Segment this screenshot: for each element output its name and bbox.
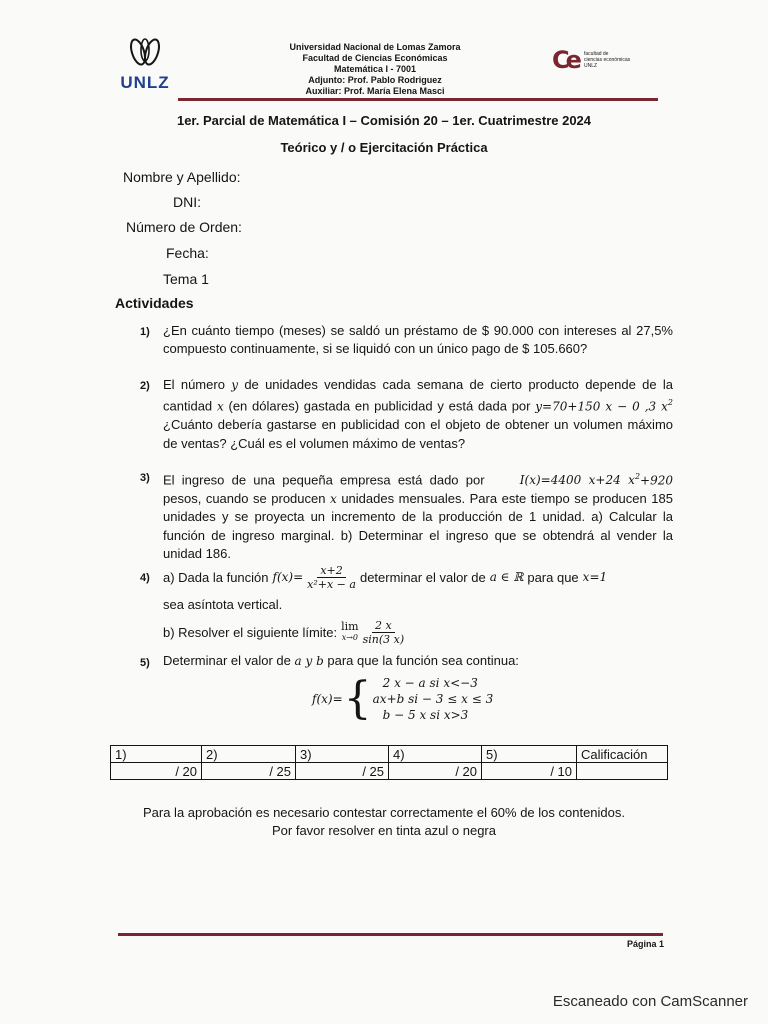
grade-header-4: 4): [389, 746, 482, 763]
page-number: Página 1: [626, 939, 664, 949]
activity-5-piece-1: 2 x − a si x<−3: [382, 676, 478, 690]
field-date-label: Fecha:: [166, 245, 209, 261]
activity-4-limit: [341, 621, 358, 643]
header-university: Universidad Nacional de Lomas Zamora: [289, 42, 461, 52]
activities-heading: Actividades: [115, 295, 194, 311]
activity-5-piece-2: ax+b si − 3 ≤ x ≤ 3: [372, 692, 494, 706]
grades-header-row: [111, 746, 668, 763]
field-order-label: Número de Orden:: [126, 219, 242, 235]
footer-note-1: Para la aprobación es necesario contestar correctamente el 60% de los contenidos.: [142, 805, 625, 820]
activity-4-limit-numerator: 2 x: [372, 619, 395, 633]
activity-4-lim: lim: [341, 620, 359, 633]
activity-1-text: ¿En cuánto tiempo (meses) se saldó un préstamo de $ 90.000 con intereses al 27,5% compuesto continuamente, si se liquidó con un único pago de $ 105.660?: [163, 323, 673, 357]
activity-4-t1: a) Dada la función: [163, 569, 269, 585]
activity-4-condition: a ∈ ℝ: [489, 570, 524, 584]
activity-4-limit-fraction: [363, 619, 405, 646]
grade-header-5: 5): [482, 746, 577, 763]
grade-score-final[interactable]: [577, 763, 668, 780]
field-theme-label: Tema 1: [163, 271, 209, 287]
header-adjunct: Adjunto: Prof. Pablo Rodriguez: [308, 75, 442, 85]
activity-2-var-y: y: [231, 378, 239, 392]
fce-logo-line2: ciencias económicas: [584, 57, 631, 63]
activity-5-vars: a y b: [294, 654, 324, 668]
activity-2-t4: ¿Cuánto debería gastarse en publicidad con el objeto de obtener un volumen máximo de ventas? ¿Cuál es el volumen máximo de ventas?: [163, 417, 673, 451]
activity-2-number: 2): [140, 380, 150, 392]
fce-logo-mark: Ce: [552, 46, 578, 74]
activity-4-t2: determinar el valor de: [359, 569, 486, 585]
header-faculty: Facultad de Ciencias Económicas: [302, 53, 448, 63]
activity-4-t4: sea asíntota vertical.: [163, 597, 283, 612]
activity-4-number: 4): [140, 572, 150, 584]
activity-2-var-x: x: [216, 399, 224, 414]
activity-4-fraction: [307, 564, 356, 591]
header-assistant: Auxiliar: Prof. María Elena Masci: [305, 86, 445, 96]
activity-4-denominator: x²+x − a: [307, 577, 356, 591]
activity-5-number: 5): [140, 657, 150, 669]
activity-4-f-lhs: f(x)=: [272, 570, 304, 584]
activity-2-exponent: 2: [667, 398, 673, 408]
activity-3-formula-a: I(x)=4400 x+24 x: [519, 473, 635, 488]
activity-5-f-lhs: f(x)=: [312, 692, 343, 706]
activity-2-formula: y=70+150 x − 0 ,3 x: [535, 399, 668, 414]
activity-3-var-x: x: [330, 491, 337, 506]
fce-logo: [552, 46, 652, 76]
activity-4a-line: [163, 560, 673, 594]
activity-2-t2: de unidades vendidas cada semana de cierto producto depende de la cantidad: [163, 377, 673, 414]
grade-score-4[interactable]: / 20: [389, 763, 482, 780]
activity-4-lim-sub: x→0: [341, 633, 359, 642]
grades-table: [110, 745, 668, 780]
activity-5-t1: Determinar el valor de: [163, 653, 291, 668]
activity-1-number: 1): [140, 326, 150, 338]
activity-4-t3: para que: [527, 569, 579, 585]
grade-header-final: Calificación: [577, 746, 668, 763]
activity-3-exponent: 2: [634, 472, 641, 481]
unlz-logo-text: UNLZ: [120, 73, 170, 92]
exam-subtitle: Teórico y / o Ejercitación Práctica: [280, 140, 488, 155]
activity-4-t5: b) Resolver el siguiente límite:: [163, 624, 338, 640]
activity-5-pieces: [373, 675, 494, 723]
activity-4-numerator: x+2: [317, 564, 345, 578]
activity-5-piecewise: [312, 674, 493, 724]
header-rule: [178, 98, 658, 101]
activity-5-t2: para que la función sea continua:: [327, 653, 519, 668]
activity-3-t1: El ingreso de una pequeña empresa está dado por: [163, 472, 485, 488]
field-name-label: Nombre y Apellido:: [123, 169, 241, 185]
activity-3-number: 3): [140, 472, 150, 484]
activity-4-limit-denominator: sin(3 x): [362, 632, 405, 646]
fce-logo-line3: UNLZ: [584, 63, 598, 69]
unlz-flower-icon: [108, 36, 182, 70]
unlz-logo: [108, 36, 182, 92]
activity-2-t1: El número: [163, 377, 225, 392]
activity-3-text: [163, 468, 673, 563]
field-dni-label: DNI:: [173, 194, 201, 210]
activity-2-t3: (en dólares) gastada en publicidad y está dada por: [228, 398, 531, 414]
activity-2-text: [163, 376, 673, 453]
activity-4b-line: [163, 614, 404, 650]
grade-header-1: 1): [111, 746, 202, 763]
camscanner-watermark: Escaneado con CamScanner: [552, 993, 748, 1010]
activity-5-text: [163, 653, 519, 668]
activity-4-condition-2: x=1: [582, 570, 608, 584]
grade-score-5[interactable]: / 10: [482, 763, 577, 780]
fce-logo-line1: facultad de: [584, 51, 609, 57]
brace-icon: {: [343, 673, 372, 724]
exam-title: 1er. Parcial de Matemática I – Comisión 20 – 1er. Cuatrimestre 2024: [176, 113, 592, 128]
activity-5-piece-3: b − 5 x si x>3: [382, 708, 469, 722]
grade-header-3: 3): [296, 746, 389, 763]
footer-note-2: Por favor resolver en tinta azul o negra: [271, 823, 496, 838]
grade-header-2: 2): [202, 746, 296, 763]
footer-rule: [118, 933, 663, 936]
grade-score-3[interactable]: / 25: [296, 763, 389, 780]
activity-3-t3: unidades mensuales. Para este tiempo se producen 185 unidades y se proyecta un incremento de la producción de 1 unidad. a) Calcular la función de ingreso marginal. b) Determinar el ingreso que se obtendrá al vender la unidad 186.: [163, 490, 673, 561]
grade-score-1[interactable]: / 20: [111, 763, 202, 780]
activity-3-t2: pesos, cuando se producen: [163, 490, 326, 506]
grades-score-row: [111, 763, 668, 780]
header-course: Matemática I - 7001: [333, 64, 417, 74]
activity-3-formula-b: +920: [640, 473, 673, 488]
grade-score-2[interactable]: / 25: [202, 763, 296, 780]
